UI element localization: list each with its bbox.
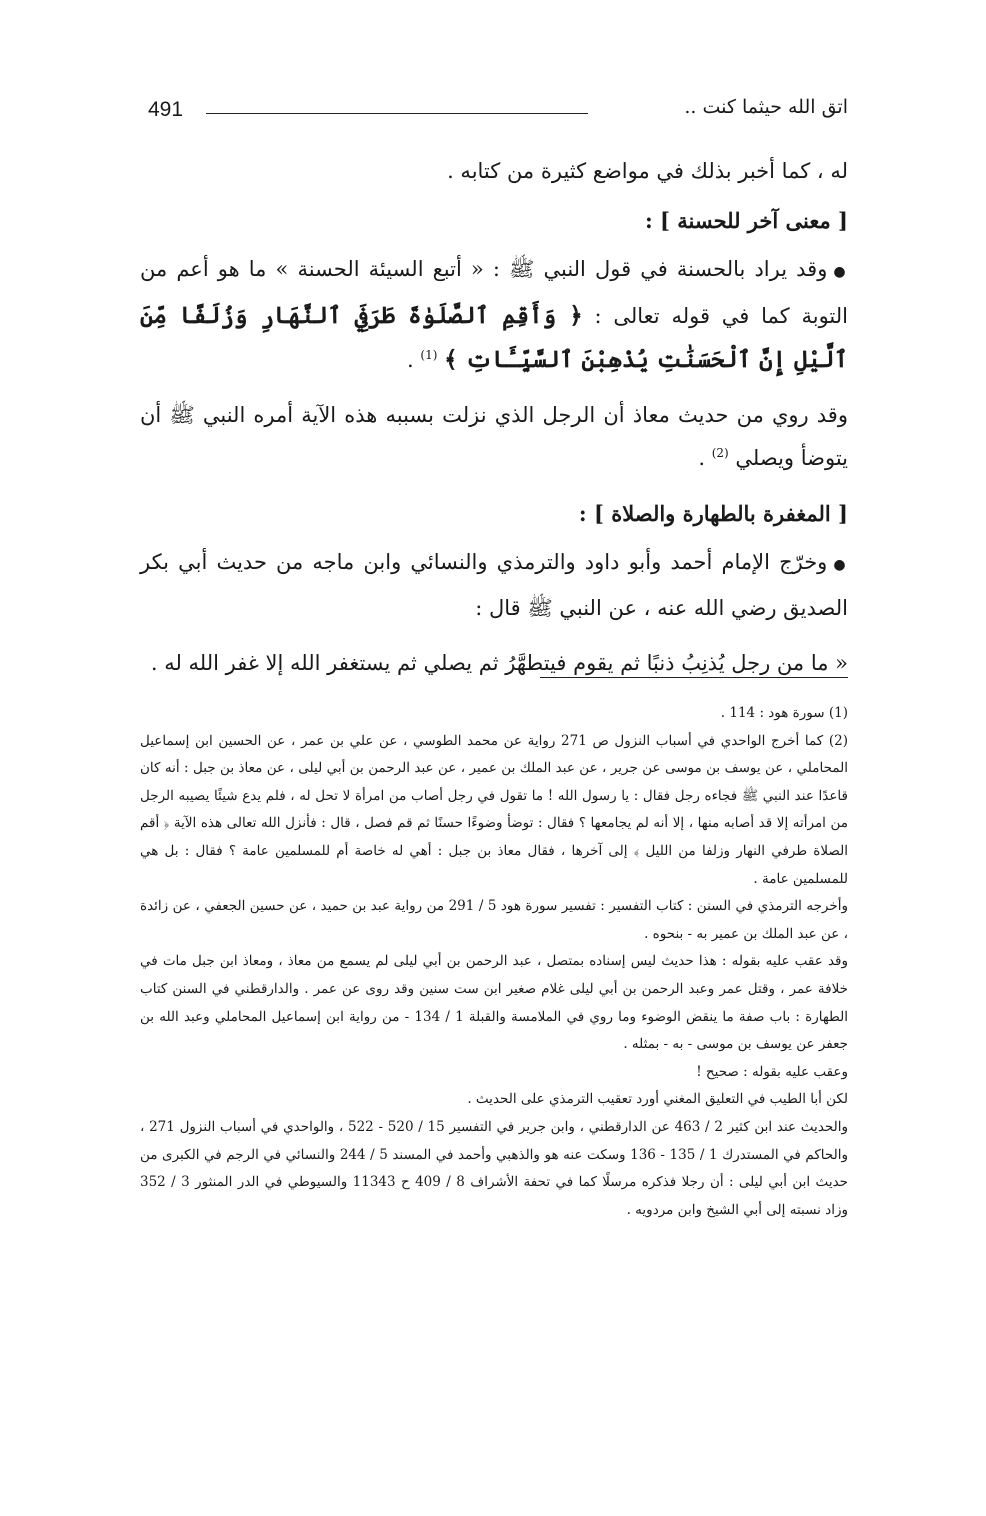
- footnote: وقد عقب عليه بقوله : هذا حديث ليس إسناده بمتصل ، عبد الرحمن بن أبي ليلى لم يسمع من معاذ ، ومعاذ ابن جبل مات في خلافة عمر ، وقتل عمر وعبد الرحمن بن أبي ليلى غلام صغير ابن ست سنين وقد روى عن عمر . والدارقطني في السنن كتاب الطهارة : باب صفة ما ينقض الوضوء وما روي في الملامسة والقبلة 1 / 134 - من رواية ابن إسماعيل المحاملي وعبد الله بن جعفر عن يوسف بن موسى - به - بمثله .: [140, 953, 848, 1053]
- running-title: اتق الله حيثما كنت ..: [684, 96, 848, 118]
- paragraph: [140, 541, 848, 630]
- page-header: [148, 96, 848, 132]
- quran-verse: ﴿ وَأَقِمِ ٱلصَّلَوٰةَ طَرَفَيِ ٱلنَّهَارِ وَزُلَفًا مِّنَ ٱلَّيْلِ إِنَّ ٱلْحَسَنَٰتِ يُذْهِبْنَ ٱلسَّيِّـَٔاتِ ﴾: [140, 302, 848, 373]
- footnote: لكن أبا الطيب في التعليق المغني أورد تعقيب الترمذي على الحديث .: [467, 1091, 848, 1108]
- paragraph-text: وقد روي من حديث معاذ أن الرجل الذي نزلت بسببه هذه الآية أمره النبي ﷺ أن يتوضأ ويصلي: [140, 403, 848, 470]
- paragraph-end: .: [698, 446, 706, 470]
- hadith-quote: « ما من رجل يُذنِبُ ذنبًا ثم يقوم فيتطهَّرُ ثم يصلي ثم يستغفر الله إلا غفر الله له .: [150, 651, 848, 675]
- footnote-divider: [540, 677, 848, 678]
- paragraph: له ، كما أخبر بذلك في مواضع كثيرة من كتابه .: [447, 159, 848, 183]
- footnote: وعقب عليه بقوله : صحيح !: [696, 1063, 848, 1080]
- paragraph: [140, 394, 848, 480]
- footnotes: [140, 700, 848, 1224]
- footnote: (2) كما أخرج الواحدي في أسباب النزول ص 271 رواية عن محمد الطوسي ، عن علي بن عمر ، عن الحسين ابن إسماعيل المحاملي ، عن يوسف بن موسى عن جرير ، عن عبد الملك بن عمير ، عن عبد الرحمن بن أبي ليلى ، عن معاذ بن جبل : أنه كان قاعدًا عند النبي ﷺ فجاءه رجل فقال : يا رسول الله ! ما تقول في رجل أصاب من امرأة لا تحل له ، فلم يدع شيئًا يصيبه الرجل من امرأته إلا قد أصابه منها ، إلا أنه لم يجامعها ؟ فقال : توضأ وضوءًا حسنًا ثم قم فصل ، قال : فأنزل الله تعالى هذه الآية ﴿ أقم الصلاة طرفي النهار وزلفا من الليل ﴾ إلى آخرها ، فقال معاذ بن جبل : أهي له خاصة أم للمسلمين عامة ؟ فقال : بل هي للمسلمين عامة .: [140, 732, 848, 887]
- page-number: 491: [148, 98, 184, 121]
- section-heading: [ معنى آخر للحسنة ] :: [644, 208, 848, 233]
- paragraph-text: وقد يراد بالحسنة في قول النبي ﷺ : « أتبع السيئة الحسنة » ما هو أعم من التوبة كما في قوله تعالى :: [140, 257, 848, 328]
- bullet-icon: ●: [833, 264, 849, 280]
- footnote: وأخرجه الترمذي في السنن : كتاب التفسير : تفسير سورة هود 5 / 291 من رواية عبد بن حميد ، عن حسين الجعفي ، عن زائدة ، عن عبد الملك بن عمير به - بنحوه .: [140, 898, 848, 942]
- bullet-icon: ●: [833, 557, 848, 573]
- paragraph: [140, 248, 848, 382]
- footnote-ref[interactable]: (2): [711, 446, 729, 460]
- footnote: (1) سورة هود : 114 .: [720, 705, 848, 721]
- section-heading: [ المغفرة بالطهارة والصلاة ] :: [578, 501, 848, 526]
- header-rule: [206, 113, 588, 114]
- paragraph-end: .: [407, 348, 414, 372]
- main-text: [140, 150, 848, 697]
- paragraph-text: وخرّج الإمام أحمد وأبو داود والترمذي والنسائي وابن ماجه من حديث أبي بكر الصديق رضي الله عنه ، عن النبي ﷺ قال :: [140, 550, 848, 620]
- footnote-ref[interactable]: (1): [420, 348, 438, 362]
- footnote: والحديث عند ابن كثير 2 / 463 عن الدارقطني ، وابن جرير في التفسير 15 / 520 - 522 ، والواحدي في أسباب النزول 271 ، والحاكم في المستدرك 1 / 135 - 136 وسكت عنه هو والذهبي وأحمد في المسند 5 / 244 والنسائي في الرجم في الكبرى من حديث ابن أبي ليلى : أن رجلا فذكره مرسلًا كما في تحفة الأشراف 8 / 409 ح 11343 والسيوطي في الدر المنثور 3 / 352 وزاد نسبته إلى أبي الشيخ وابن مردويه .: [140, 1118, 849, 1218]
